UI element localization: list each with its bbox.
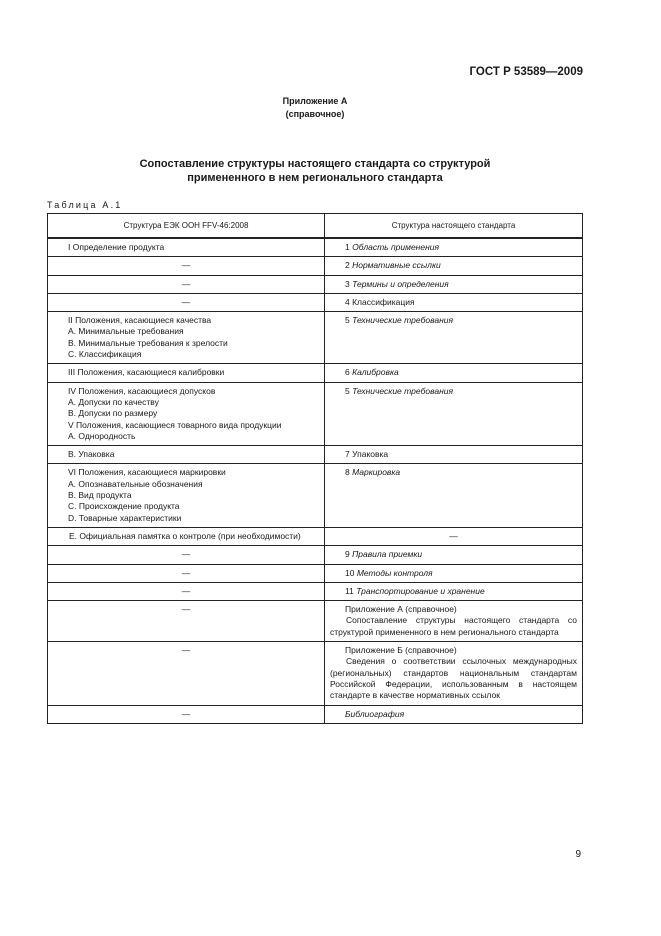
cell-line: B. Минимальные требования к зрелости	[68, 337, 228, 348]
cell-unece-structure	[48, 382, 325, 445]
cell-unece-structure	[48, 564, 325, 582]
table-row	[48, 564, 583, 582]
cell-unece-structure	[48, 275, 325, 293]
section-number: 7	[345, 449, 350, 460]
section-number: 1	[345, 242, 350, 252]
cell-unece-structure	[48, 705, 325, 723]
table-row	[48, 527, 583, 545]
cell-this-standard	[325, 582, 583, 600]
page-number: 9	[575, 849, 581, 860]
cell-line: V Положения, касающиеся товарного вида продукции	[68, 419, 282, 430]
cell-this-standard	[325, 564, 583, 582]
cell-line: I Определение продукта	[68, 242, 165, 252]
cell-this-standard	[325, 546, 583, 564]
dash-placeholder: —	[181, 549, 191, 560]
annex-heading: Приложение Б (справочное)	[345, 645, 457, 656]
cell-unece-structure	[48, 257, 325, 275]
table-row	[48, 546, 583, 564]
cell-line: C. Происхождение продукта	[68, 501, 180, 512]
cell-line: IV Положения, касающиеся допусков	[68, 385, 216, 396]
table-row	[48, 464, 583, 527]
appendix-heading	[0, 95, 630, 121]
cell-this-standard	[325, 364, 583, 382]
section-title: Библиография	[345, 708, 405, 719]
cell-line: A. Опознавательные обозначения	[68, 478, 203, 489]
cell-line: A. Однородность	[68, 430, 136, 441]
table-row	[48, 642, 583, 705]
cell-this-standard	[325, 446, 583, 464]
cell-unece-structure	[48, 601, 325, 642]
section-number: 2	[345, 260, 350, 271]
table-row	[48, 312, 583, 364]
section-number: 5	[345, 315, 350, 326]
dash-placeholder: —	[181, 645, 191, 656]
cell-line: C. Классификация	[68, 349, 142, 360]
section-title: Маркировка	[352, 467, 401, 478]
section-title: Транспортирование и хранение	[356, 585, 485, 596]
section-title: Технические требования	[352, 385, 454, 396]
annex-heading: Приложение А (справочное)	[345, 604, 457, 615]
table-row	[48, 293, 583, 311]
column-header-unece: Структура ЕЭК ООН FFV-46:2008	[48, 214, 325, 239]
cell-this-standard	[325, 642, 583, 705]
section-title: Область применения	[352, 242, 440, 252]
dash-placeholder: —	[449, 530, 458, 541]
section-number: 8	[345, 467, 350, 478]
section-title: Термины и определения	[352, 278, 449, 289]
cell-line: B. Упаковка	[68, 449, 115, 460]
table-row	[48, 257, 583, 275]
comparison-table	[47, 213, 583, 724]
table-header-row	[48, 214, 583, 239]
section-number: 5	[345, 385, 350, 396]
cell-this-standard	[325, 601, 583, 642]
cell-unece-structure	[48, 238, 325, 257]
cell-unece-structure	[48, 446, 325, 464]
table-row	[48, 446, 583, 464]
section-number: 11	[345, 585, 354, 596]
cell-line: B. Вид продукта	[68, 490, 132, 501]
section-title: Нормативные ссылки	[352, 260, 441, 271]
cell-this-standard	[325, 293, 583, 311]
cell-unece-structure	[48, 293, 325, 311]
cell-unece-structure	[48, 582, 325, 600]
section-title: Методы контроля	[356, 567, 433, 578]
cell-this-standard	[325, 464, 583, 527]
annex-description: Сведения о соответствии ссылочных международных (региональных) стандартов национальным стандартам Российской Федерации, использованным в настоящем стандарте в качестве нормативных ссылок	[330, 656, 577, 701]
standard-id: ГОСТ Р 53589—2009	[469, 66, 583, 78]
annex-description: Сопоставление структуры настоящего стандарта со структурой примененного в нем регионального стандарта	[330, 615, 577, 637]
dash-placeholder: —	[181, 708, 191, 719]
dash-placeholder: —	[181, 296, 191, 307]
cell-unece-structure	[48, 546, 325, 564]
cell-this-standard	[325, 382, 583, 445]
cell-this-standard	[325, 705, 583, 723]
cell-line: D. Товарные характеристики	[68, 512, 182, 523]
cell-this-standard	[325, 312, 583, 364]
dash-placeholder: —	[181, 585, 191, 596]
table-row	[48, 705, 583, 723]
document-title-line-2: примененного в нем регионального стандарта	[187, 172, 443, 184]
section-title: Упаковка	[352, 449, 389, 460]
document-title-line-1: Сопоставление структуры настоящего стандарта со структурой	[139, 158, 491, 170]
document-title	[0, 157, 630, 185]
section-number: 3	[345, 278, 350, 289]
section-number: 10	[345, 567, 355, 578]
table-body	[48, 238, 583, 723]
section-number: 6	[345, 367, 350, 378]
column-header-this-standard: Структура настоящего стандарта	[325, 214, 583, 239]
table-row	[48, 382, 583, 445]
section-number: 9	[345, 549, 350, 560]
cell-paragraph: E. Официальная памятка о контроле (при необходимости)	[69, 530, 301, 541]
table-row	[48, 582, 583, 600]
cell-this-standard	[325, 275, 583, 293]
table-row	[48, 364, 583, 382]
cell-this-standard	[325, 257, 583, 275]
dash-placeholder: —	[181, 604, 191, 615]
cell-line: B. Допуски по размеру	[68, 408, 158, 419]
cell-line: III Положения, касающиеся калибровки	[68, 367, 225, 378]
section-title: Технические требования	[352, 315, 454, 326]
cell-unece-structure	[48, 464, 325, 527]
section-title: Правила приемки	[352, 549, 423, 560]
appendix-title: Приложение А	[282, 96, 348, 106]
table-row	[48, 601, 583, 642]
dash-placeholder: —	[181, 567, 191, 578]
cell-unece-structure	[48, 312, 325, 364]
table-row	[48, 275, 583, 293]
cell-unece-structure	[48, 364, 325, 382]
section-title: Калибровка	[352, 367, 399, 378]
cell-unece-structure	[48, 527, 325, 545]
appendix-subtitle: (справочное)	[285, 109, 345, 119]
dash-placeholder: —	[181, 260, 191, 271]
section-title: Классификация	[352, 296, 415, 307]
cell-line: A. Допуски по качеству	[68, 396, 159, 407]
cell-line: A. Минимальные требования	[68, 326, 184, 337]
dash-placeholder: —	[181, 278, 191, 289]
table-row	[48, 238, 583, 257]
section-number: 4	[345, 296, 350, 307]
cell-this-standard	[325, 238, 583, 257]
cell-this-standard	[325, 527, 583, 545]
table-caption: Таблица А.1	[47, 200, 123, 210]
cell-line: VI Положения, касающиеся маркировки	[68, 467, 226, 478]
cell-unece-structure	[48, 642, 325, 705]
cell-line: II Положения, касающиеся качества	[68, 315, 212, 326]
